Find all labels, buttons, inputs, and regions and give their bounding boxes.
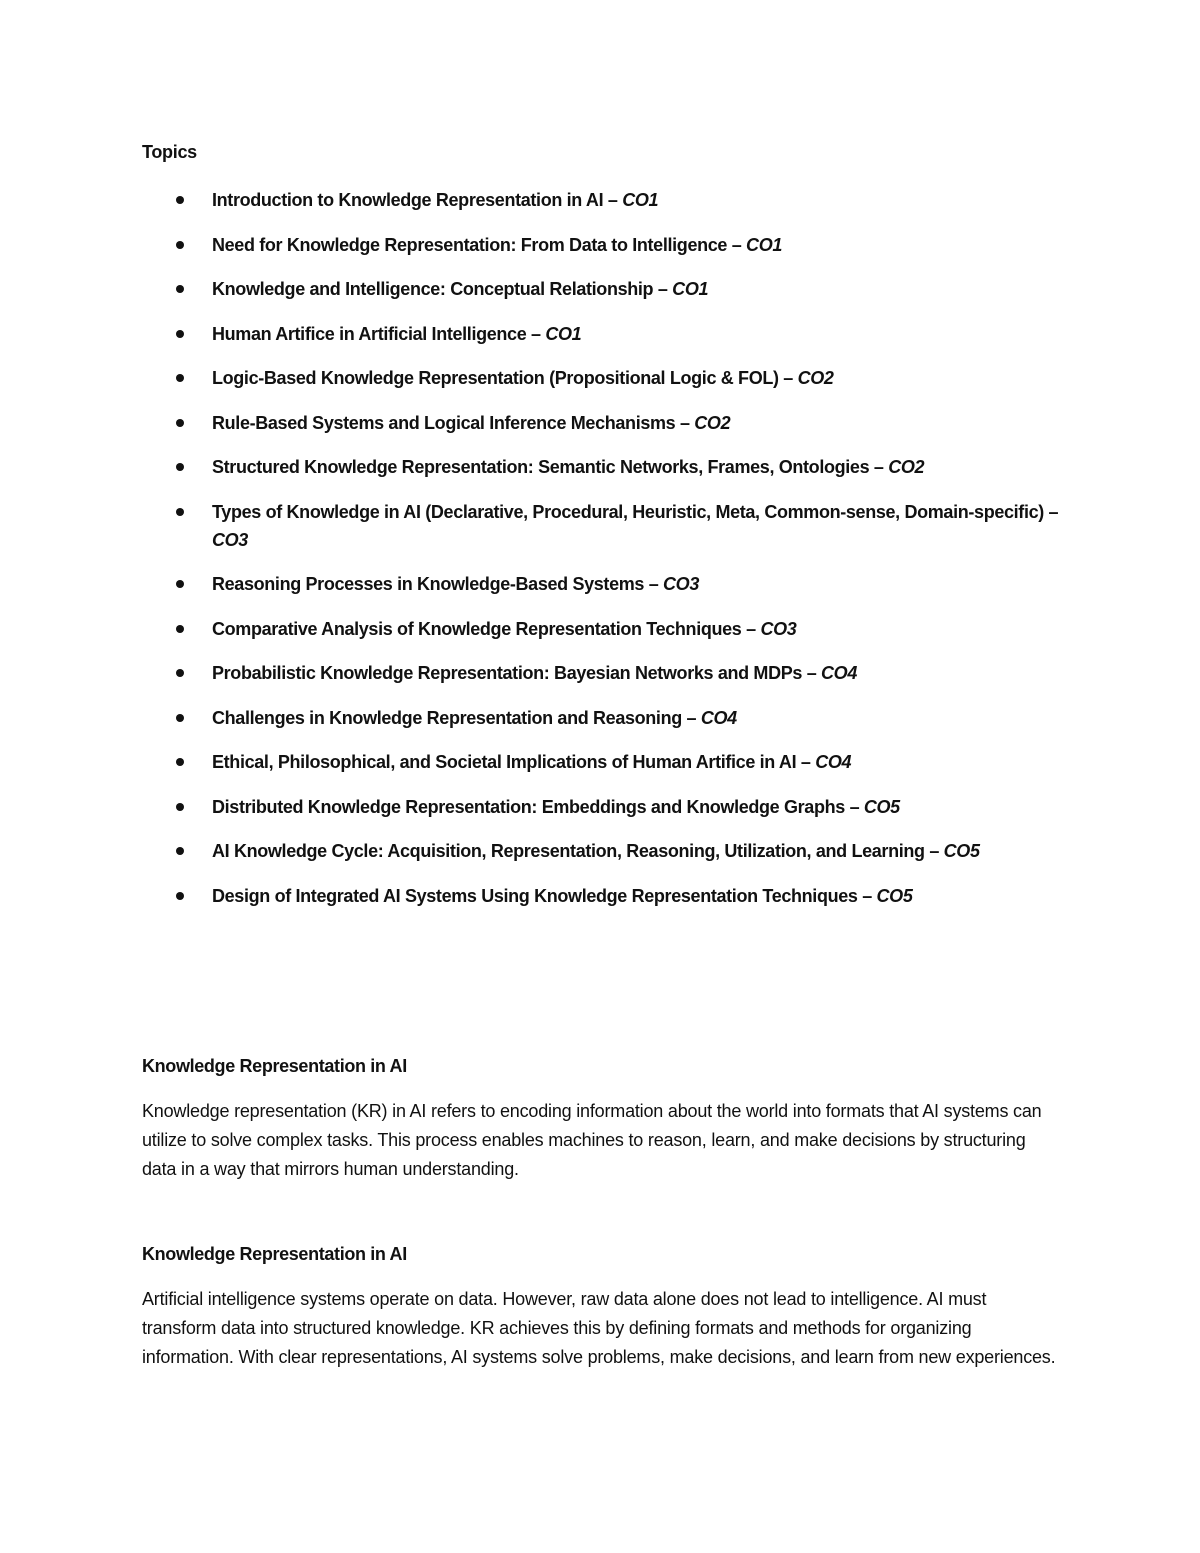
bullet-icon bbox=[176, 714, 184, 722]
bullet-icon bbox=[176, 803, 184, 811]
topic-co: CO3 bbox=[212, 529, 248, 550]
bullet-icon bbox=[176, 330, 184, 338]
topic-co: CO5 bbox=[876, 885, 913, 906]
list-item bbox=[142, 275, 1062, 303]
topics-heading: Topics bbox=[142, 142, 197, 162]
topic-text: AI Knowledge Cycle: Acquisition, Representation, Reasoning, Utilization, and Learning – bbox=[212, 841, 944, 861]
bullet-icon bbox=[176, 419, 184, 427]
section-heading: Knowledge Representation in AI bbox=[142, 1244, 407, 1264]
topic-co: CO4 bbox=[815, 752, 852, 772]
bullet-icon bbox=[176, 758, 184, 766]
topic-text: Types of Knowledge in AI (Declarative, Procedural, Heuristic, Meta, Common-sense, Domain-specific) – bbox=[212, 501, 1059, 522]
topic-co: CO2 bbox=[797, 368, 834, 388]
list-item bbox=[142, 498, 1062, 554]
bullet-icon bbox=[176, 374, 184, 382]
topic-text: Logic-Based Knowledge Representation (Propositional Logic & FOL) – bbox=[212, 368, 798, 388]
topic-text: Rule-Based Systems and Logical Inference Mechanisms – bbox=[212, 412, 695, 433]
list-item bbox=[142, 837, 1062, 865]
list-item bbox=[142, 704, 1062, 732]
section-body: Knowledge representation (KR) in AI refers to encoding information about the world into formats that AI systems can utilize to solve complex tasks. This process enables machines to reason, learn, and make decisions by structuring data in a way that mirrors human understanding. bbox=[142, 1101, 1042, 1179]
list-item bbox=[142, 409, 1062, 437]
bullet-icon bbox=[176, 463, 184, 471]
topic-co: CO1 bbox=[622, 190, 659, 210]
kr-section-data bbox=[142, 1241, 1062, 1372]
topic-list bbox=[142, 186, 1062, 926]
topic-co: CO2 bbox=[694, 412, 731, 433]
bullet-icon bbox=[176, 892, 184, 900]
list-item bbox=[142, 186, 1062, 214]
topic-co: CO3 bbox=[663, 574, 699, 594]
topic-text: Probabilistic Knowledge Representation: Bayesian Networks and MDPs – bbox=[212, 663, 822, 683]
list-item bbox=[142, 659, 1062, 687]
list-item bbox=[142, 453, 1062, 481]
topic-co: CO3 bbox=[760, 618, 797, 639]
list-item bbox=[142, 615, 1062, 643]
kr-section-intro bbox=[142, 1053, 1062, 1184]
bullet-icon bbox=[176, 580, 184, 588]
topic-text: Challenges in Knowledge Representation and Reasoning – bbox=[212, 707, 701, 728]
list-item bbox=[142, 320, 1062, 348]
topic-text: Need for Knowledge Representation: From Data to Intelligence – bbox=[212, 234, 747, 255]
topic-text: Design of Integrated AI Systems Using Knowledge Representation Techniques – bbox=[212, 885, 877, 906]
list-item bbox=[142, 793, 1062, 821]
list-item bbox=[142, 748, 1062, 776]
bullet-icon bbox=[176, 196, 184, 204]
bullet-icon bbox=[176, 285, 184, 293]
bullet-icon bbox=[176, 669, 184, 677]
list-item bbox=[142, 231, 1062, 259]
topic-co: CO1 bbox=[746, 234, 783, 255]
section-body: Artificial intelligence systems operate on data. However, raw data alone does not lead to intelligence. AI must transform data into structured knowledge. KR achieves this by defining formats and methods for organizing information. With clear representations, AI systems solve problems, make decisions, and learn from new experiences. bbox=[142, 1289, 1056, 1367]
list-item bbox=[142, 882, 1062, 910]
bullet-icon bbox=[176, 508, 184, 516]
topic-co: CO2 bbox=[888, 457, 925, 477]
bullet-icon bbox=[176, 241, 184, 249]
topic-co: CO4 bbox=[700, 707, 737, 728]
section-heading: Knowledge Representation in AI bbox=[142, 1056, 407, 1076]
list-item bbox=[142, 364, 1062, 392]
topic-co: CO5 bbox=[943, 841, 980, 861]
topic-text: Introduction to Knowledge Representation in AI – bbox=[212, 190, 623, 210]
topic-co: CO1 bbox=[672, 279, 709, 299]
topic-text: Comparative Analysis of Knowledge Representation Techniques – bbox=[212, 618, 761, 639]
topic-co: CO1 bbox=[545, 323, 582, 344]
topic-co: CO5 bbox=[863, 796, 900, 817]
list-item bbox=[142, 570, 1062, 598]
topic-text: Knowledge and Intelligence: Conceptual Relationship – bbox=[212, 279, 673, 299]
topic-text: Distributed Knowledge Representation: Embeddings and Knowledge Graphs – bbox=[212, 796, 864, 817]
topic-text: Reasoning Processes in Knowledge-Based Systems – bbox=[212, 574, 664, 594]
topic-text: Human Artifice in Artificial Intelligence – bbox=[212, 323, 546, 344]
bullet-icon bbox=[176, 847, 184, 855]
topic-text: Ethical, Philosophical, and Societal Implications of Human Artifice in AI – bbox=[212, 752, 816, 772]
topic-text: Structured Knowledge Representation: Semantic Networks, Frames, Ontologies – bbox=[212, 457, 889, 477]
bullet-icon bbox=[176, 625, 184, 633]
topic-co: CO4 bbox=[821, 663, 857, 683]
